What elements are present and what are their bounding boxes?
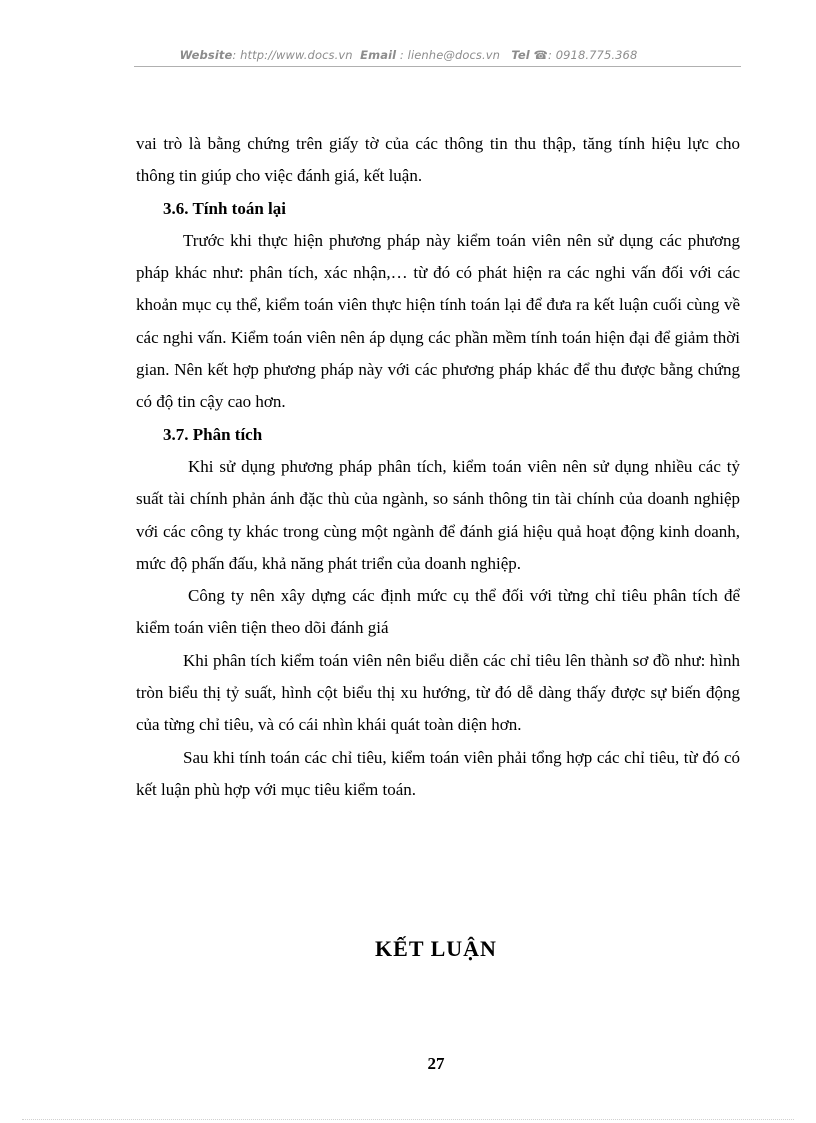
document-body bbox=[136, 128, 740, 806]
header-divider bbox=[134, 66, 741, 67]
paragraph-summary: Sau khi tính toán các chỉ tiêu, kiểm toán viên phải tổng hợp các chỉ tiêu, từ đó có kết luận phù hợp với mục tiêu kiểm toán. bbox=[136, 747, 740, 799]
section-heading-3-6: 3.6. Tính toán lại bbox=[163, 198, 286, 218]
tel-value: : 0918.775.368 bbox=[547, 48, 638, 62]
tel-label: Tel bbox=[511, 48, 530, 62]
email-label: Email bbox=[360, 48, 397, 62]
page-number: 27 bbox=[427, 1054, 445, 1073]
website-label: Website bbox=[179, 48, 233, 62]
paragraph-charts: Khi phân tích kiểm toán viên nên biểu diễn các chỉ tiêu lên thành sơ đồ như: hình tròn biểu thị tỷ suất, hình cột biểu thị xu hướng, từ đó dễ dàng thấy được sự biến động của từng chỉ tiêu, và có cái nhìn khái quát toàn diện hơn. bbox=[136, 650, 740, 735]
conclusion-title: KẾT LUẬN bbox=[375, 936, 497, 961]
paragraph-analysis: Khi sử dụng phương pháp phân tích, kiểm toán viên nên sử dụng nhiều các tỷ suất tài chính phản ánh đặc thù của ngành, so sánh thông tin tài chính của doanh nghiệp với các công ty khác trong cùng một ngành để đánh giá hiệu quả hoạt động kinh doanh, mức độ phấn đấu, khả năng phát triển của doanh nghiệp. bbox=[136, 456, 740, 573]
paragraph-norms: Công ty nên xây dựng các định mức cụ thể đối với từng chỉ tiêu phân tích để kiểm toán viên tiện theo dõi đánh giá bbox=[136, 586, 740, 638]
paragraph-evidence: vai trò là bằng chứng trên giấy tờ của các thông tin thu thập, tăng tính hiệu lực cho thông tin giúp cho việc đánh giá, kết luận. bbox=[136, 134, 740, 186]
website-value: : http://www.docs.vn bbox=[232, 48, 353, 62]
paragraph-recalculation: Trước khi thực hiện phương pháp này kiểm toán viên nên sử dụng các phương pháp khác như: phân tích, xác nhận,… từ đó có phát hiện ra các nghi vấn đối với các khoản mục cụ thể, kiểm toán viên thực hiện tính toán lại để đưa ra kết luận cuối cùng về các nghi vấn. Kiểm toán viên nên áp dụng các phần mềm tính toán hiện đại để giảm thời gian. Nên kết hợp phương pháp này với các phương pháp khác để thu được bằng chứng có độ tin cậy cao hơn. bbox=[136, 230, 740, 412]
email-value: : lienhe@docs.vn bbox=[399, 48, 501, 62]
phone-icon: ☎ bbox=[533, 48, 548, 62]
footer-divider bbox=[22, 1119, 794, 1120]
page-header bbox=[75, 48, 742, 62]
section-heading-3-7: 3.7. Phân tích bbox=[163, 424, 263, 444]
